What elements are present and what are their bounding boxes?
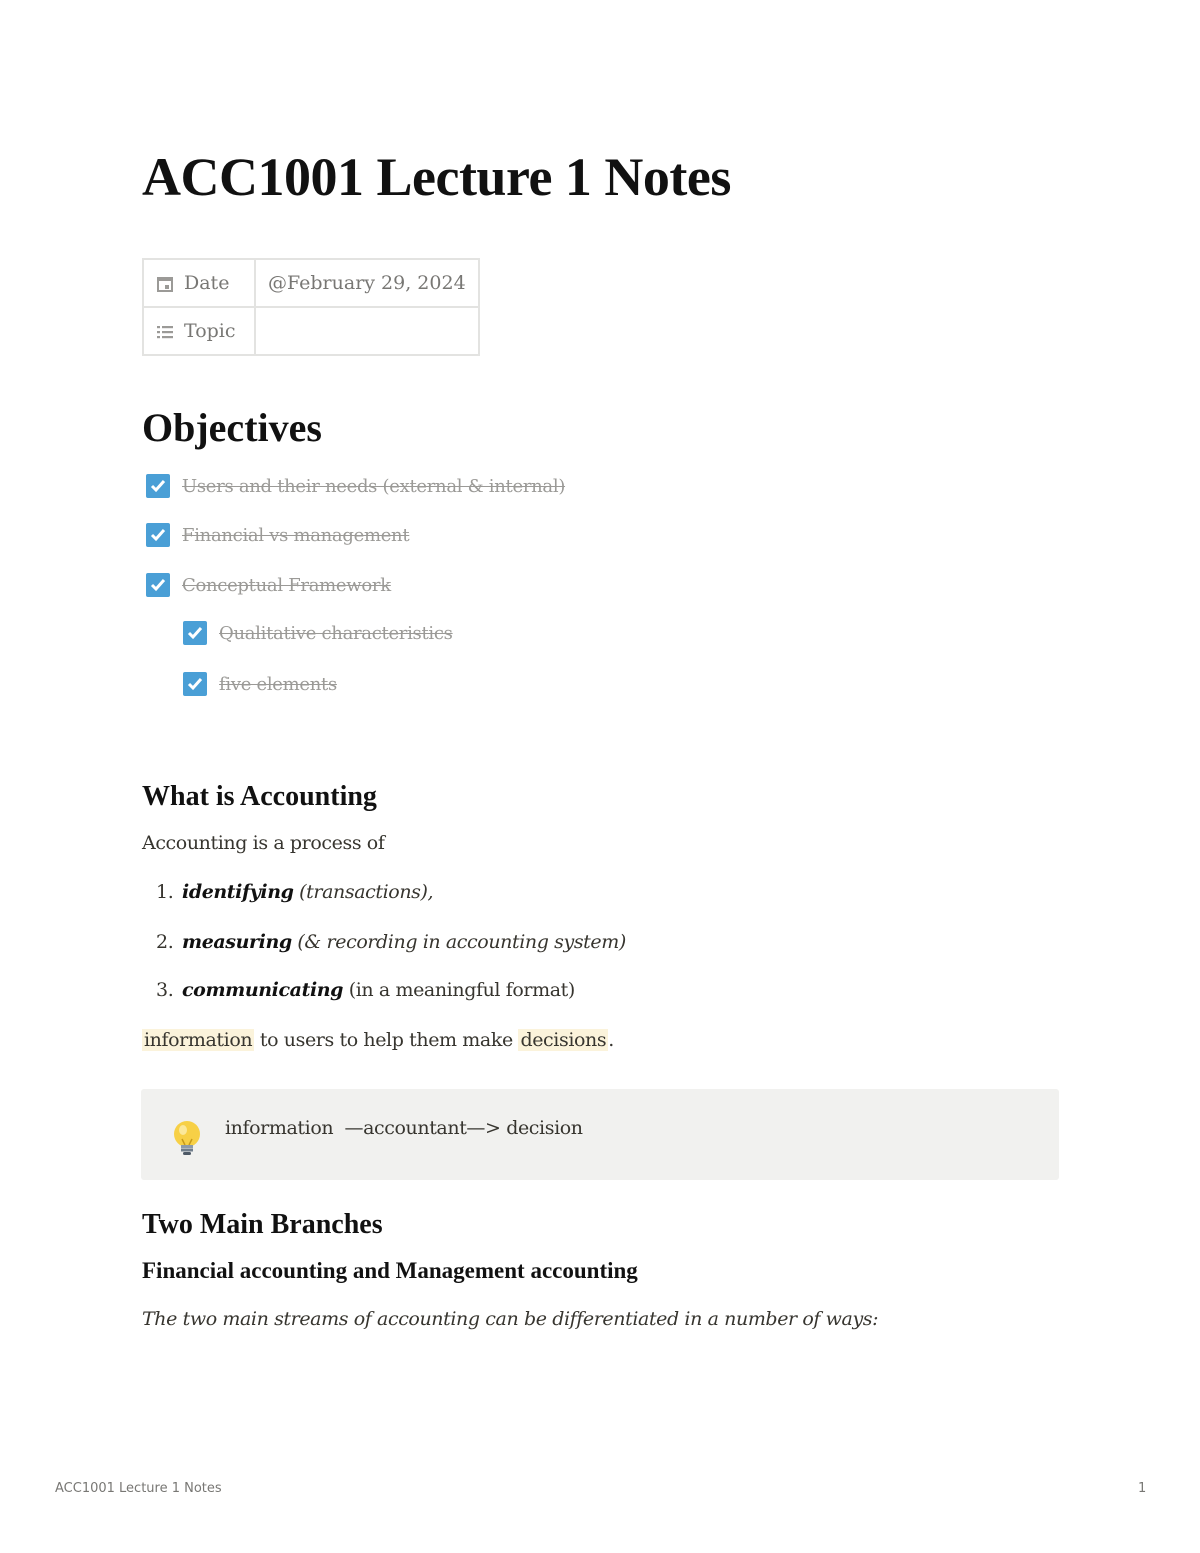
list-number: 1. [156,881,174,903]
list-item [156,881,433,903]
footer-title: ACC1001 Lecture 1 Notes [55,1481,222,1496]
list-term: measuring [182,931,292,953]
footer-page-number: 1 [1138,1481,1147,1496]
property-value-date[interactable]: @February 29, 2024 [255,259,479,307]
branches-paragraph: The two main streams of accounting can be differentiated in a number of ways: [142,1308,879,1330]
lightbulb-icon [169,1119,205,1163]
objectives-heading: Objectives [142,405,322,450]
property-value-topic[interactable] [255,307,479,355]
callout-box [141,1089,1059,1180]
property-row-topic[interactable] [143,307,479,355]
todo-label: Financial vs management [182,524,410,546]
checkbox-checked-icon[interactable] [183,621,207,645]
conclusion-paragraph [142,1029,614,1051]
properties-table [142,258,480,356]
list-detail: (transactions), [293,881,434,903]
todo-item[interactable] [146,573,391,597]
property-key-label: Topic [184,320,236,342]
checkbox-checked-icon[interactable] [183,672,207,696]
property-key-label: Date [184,272,230,294]
checkbox-checked-icon[interactable] [146,573,170,597]
subheading-financial-management: Financial accounting and Management accounting [142,1258,638,1283]
list-detail: (in a meaningful format) [343,979,575,1001]
todo-label: Conceptual Framework [182,574,391,596]
list-term: identifying [182,881,294,903]
conclusion-mid: to users to help them make [254,1029,519,1051]
checkbox-checked-icon[interactable] [146,474,170,498]
list-number: 2. [156,931,174,953]
todo-label: Qualitative characteristics [219,622,453,644]
list-detail: (& recording in accounting system) [291,931,626,953]
section-heading-two-main-branches: Two Main Branches [142,1209,383,1240]
highlight-decisions: decisions [520,1029,607,1051]
todo-label: Users and their needs (external & internal) [182,475,566,497]
property-row-date[interactable] [143,259,479,307]
intro-paragraph: Accounting is a process of [142,832,385,854]
property-key-topic [143,307,255,355]
list-term: communicating [182,979,344,1001]
conclusion-end: . [608,1029,614,1051]
calendar-icon [156,275,176,293]
list-icon [156,323,176,341]
list-item [156,931,626,953]
property-key-date [143,259,255,307]
todo-item-nested[interactable] [183,672,337,696]
todo-item[interactable] [146,474,565,498]
list-number: 3. [156,979,174,1001]
section-heading-what-is-accounting: What is Accounting [142,781,377,812]
page-title: ACC1001 Lecture 1 Notes [142,147,731,207]
todo-item[interactable] [146,523,409,547]
highlight-information: information [144,1029,253,1051]
checkbox-checked-icon[interactable] [146,523,170,547]
todo-label: five elements [219,673,337,695]
todo-item-nested[interactable] [183,621,453,645]
list-item [156,979,575,1001]
callout-text: information —accountant—> decision [225,1117,583,1139]
